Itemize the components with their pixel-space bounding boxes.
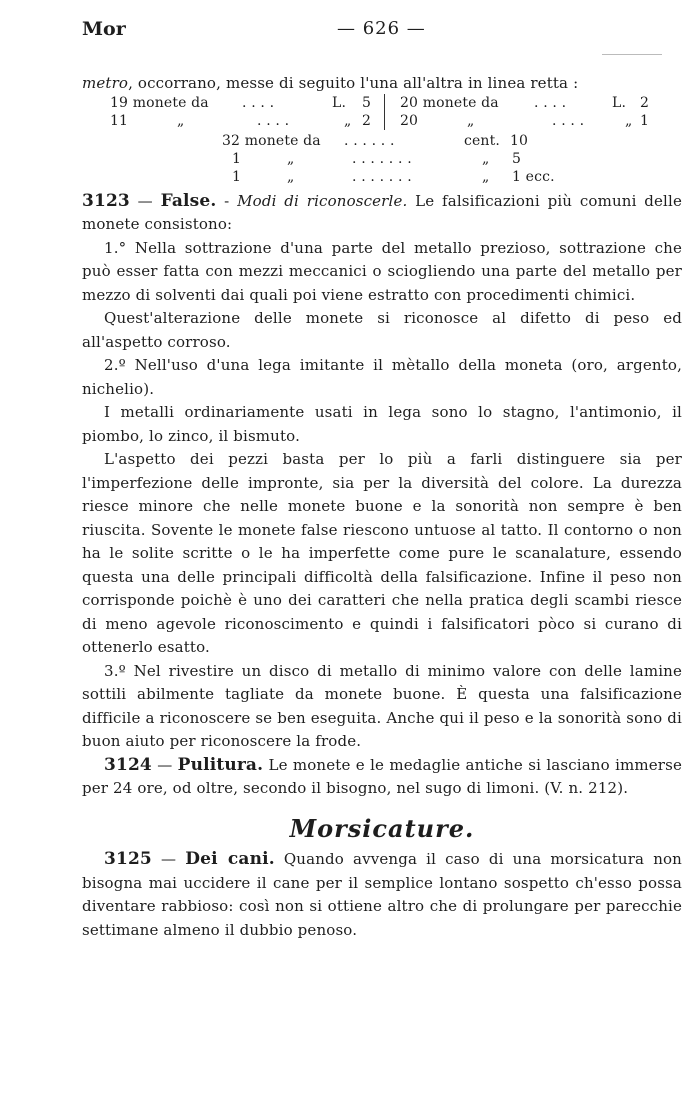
entry-lead: Le falsificazioni più comuni delle monete consistono: — [82, 191, 682, 233]
entry-subtitle: Modi di riconoscerle. — [237, 191, 408, 210]
paragraph: Quest'alterazione delle monete si riconosce al difetto di peso ed all'aspetto corroso. — [82, 309, 682, 351]
cell-text: 1 — [232, 168, 242, 185]
entry-text: Quando avvenga il caso di una morsicatura non bisogna mai uccidere il cane per il semplice lontano sospetto ch'esso possa diventare rabbioso: così non si ottiene altro che di prolungare per parecchie settimane almeno il dubbio penoso. — [82, 850, 682, 939]
entry-dash: — — [151, 755, 178, 774]
cell-unit: „ — [625, 112, 633, 129]
cell-value: 5 — [512, 150, 522, 167]
paragraph: 2.º Nell'uso d'una lega imitante il mètallo della moneta (oro, argento, nichelio). — [82, 356, 682, 398]
paragraph: 1.° Nella sottrazione d'una parte del metallo prezioso, sottrazione che può esser fatta con mezzi meccanici o sciogliendo una parte del metallo per mezzo di solventi dai quali poi viene estratto con procedimenti chimici. — [82, 238, 682, 304]
cell-dots: . . . . — [257, 112, 290, 129]
entry-3123-heading — [82, 190, 682, 237]
cell-ditto: „ — [287, 150, 295, 167]
cell-text: 19 monete da — [110, 94, 209, 111]
section-title: Morsicature. — [289, 813, 475, 843]
entry-dash: — — [129, 191, 161, 210]
cell-dots: . . . . — [534, 94, 567, 111]
entry-title: False. — [160, 190, 217, 211]
cell-text: 11 — [110, 112, 129, 129]
cell-unit: „ — [482, 150, 490, 167]
entry-number: 3123 — [82, 190, 130, 211]
cell-dots: . . . . . . . — [352, 168, 412, 185]
cell-text: 1 — [232, 150, 242, 167]
intro-line — [82, 72, 682, 96]
cell-text: 32 monete da — [222, 132, 321, 149]
table-row — [82, 132, 682, 150]
cell-value: 2 — [362, 112, 372, 129]
cell-ditto: „ — [287, 168, 295, 185]
cell-unit: „ — [344, 112, 352, 129]
entry-text: Le monete e le medaglie antiche si lasciano immerse per 24 ore, od oltre, secondo il bisogno, nel sugo di limoni. (V. n. 212). — [82, 755, 682, 797]
entry-number: 3124 — [104, 754, 152, 775]
cell-unit: „ — [482, 168, 490, 185]
header-rule — [602, 54, 662, 55]
cell-dots: . . . . — [242, 94, 275, 111]
entry-title: Pulitura. — [177, 754, 264, 775]
page-number: — 626 — — [337, 18, 426, 39]
cell-value: 2 — [640, 94, 650, 111]
coin-table-1 — [82, 94, 682, 130]
entry-3124 — [82, 754, 682, 801]
table-row — [82, 112, 682, 130]
cell-ditto: „ — [467, 112, 475, 129]
entry-title: Dei cani. — [185, 849, 275, 869]
cell-dots: . . . . . . . — [352, 150, 412, 167]
header-keyword: Mor — [82, 18, 126, 40]
entry-3125 — [82, 848, 682, 942]
entry-number: 3125 — [104, 849, 152, 869]
table-row — [82, 94, 682, 112]
entry-sep: - — [216, 191, 238, 210]
cell-unit: cent. — [464, 132, 500, 149]
page-body — [82, 72, 682, 942]
cell-value: 1 — [640, 112, 650, 129]
page-header — [82, 14, 662, 50]
cell-value: 5 — [362, 94, 372, 111]
coin-table-2 — [82, 132, 682, 186]
cell-unit: L. — [612, 94, 627, 111]
paragraph: 3.º Nel rivestire un disco di metallo di minimo valore con delle lamine sottili abilmente tagliate da monete buone. È questa una falsificazione difficile a riconoscere se ben eseguita. Anche qui il peso e la sonorità sono di buon aiuto per riconoscere la frode. — [82, 661, 682, 750]
table-row — [82, 168, 682, 186]
table-row — [82, 150, 682, 168]
cell-dots: . . . . — [552, 112, 585, 129]
cell-value: 10 — [510, 132, 529, 149]
cell-text: 20 — [400, 112, 419, 129]
paragraph: L'aspetto dei pezzi basta per lo più a farli distinguere sia per l'imperfezione delle impronte, sia per la diversità del colore. La durezza riesce minore che nelle monete buone e la sonorità non sempre è ben riuscita. Sovente le monete false riescono untuose al tatto. Il contorno o non ha le solite scritte o le ha imperfette come pure le scanalature, essendo questa una delle principali difficoltà della falsificazione. Infine il peso non corrisponde poichè è uno dei caratteri che nella pratica degli scambi riesce di meno agevole riconoscimento e quindi i falsificatori pòco si curano di ottenerlo esatto. — [82, 450, 682, 656]
paragraph: I metalli ordinariamente usati in lega sono lo stagno, l'antimonio, il piombo, lo zinco, il bismuto. — [82, 403, 682, 445]
cell-value: 1 ecc. — [512, 168, 555, 185]
intro-italic: metro — [82, 74, 129, 92]
intro-rest: , occorrano, messe di seguito l'una all'altra in linea retta : — [128, 74, 579, 92]
cell-text: 20 monete da — [400, 94, 499, 111]
cell-unit: L. — [332, 94, 347, 111]
entry-dash: — — [151, 850, 186, 868]
cell-dots: . . . . . . — [344, 132, 395, 149]
cell-ditto: „ — [177, 112, 185, 129]
